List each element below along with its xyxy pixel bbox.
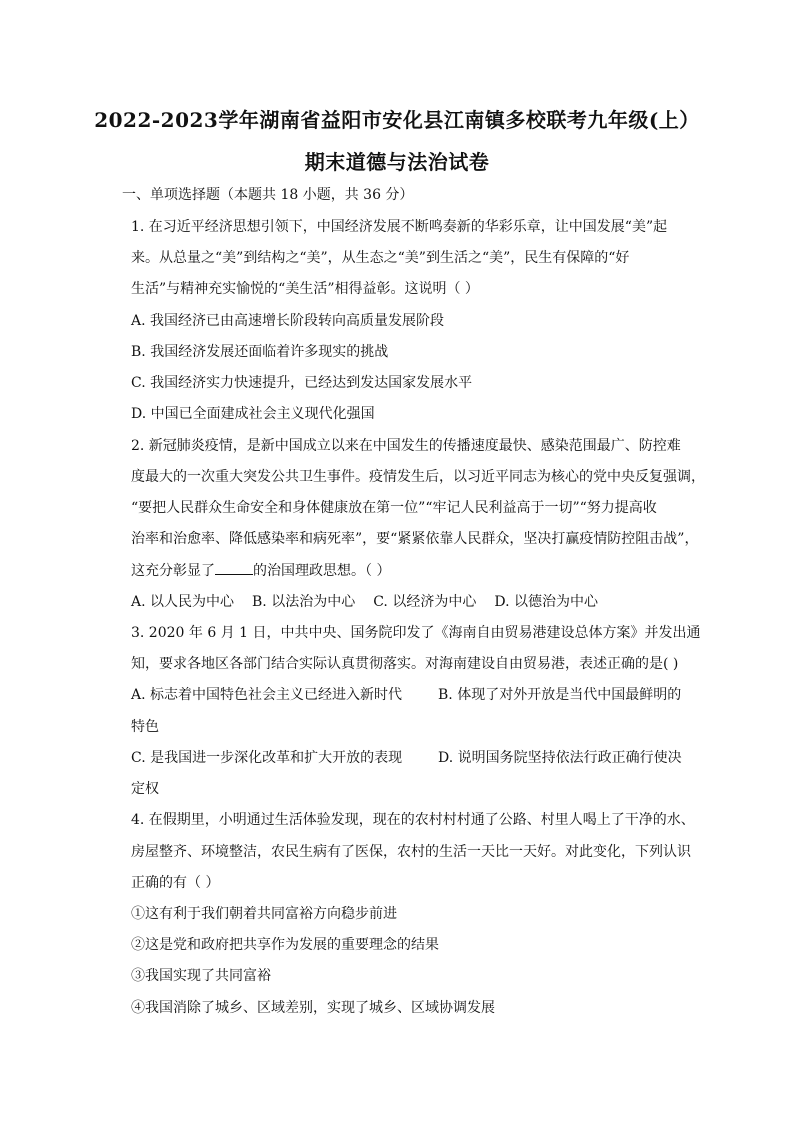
q2-stem-line1: 2. 新冠肺炎疫情，是新中国成立以来在中国发生的传播速度最快、感染范围最广、防控难 [131, 438, 681, 454]
q2-option-b: B. 以法治为中心 [252, 594, 356, 610]
q1-stem-line2: 来。从总量之“美”到结构之“美”，从生态之“美”到生活之“美”，民生有保障的“好 [131, 250, 630, 266]
q3-stem-line1: 3. 2020 年 6 月 1 日，中共中央、国务院印发了《海南自由贸易港建设总体方案》并发出通 [131, 625, 701, 641]
q1-stem-line3: 生活”与精神充实愉悦的“美生活”相得益彰。这说明（ ） [131, 281, 479, 297]
q3-option-d-continued: 定权 [131, 781, 159, 797]
q3-option-d: D. 说明国务院坚持依法行政正确行使决 [438, 750, 682, 766]
q2-stem-line4: 治率和治愈率、降低感染率和病死率”，要“紧紧依靠人民群众，坚决打赢疫情防控阻击战”， [131, 531, 699, 547]
q4-statement-4: ④我国消除了城乡、区域差别，实现了城乡、区域协调发展 [131, 1000, 495, 1016]
q2-stem-line5 [131, 562, 390, 580]
section-heading: 一、单项选择题（本题共 18 小题，共 36 分） [122, 187, 414, 203]
exam-title-line2: 期末道德与法治试卷 [304, 150, 490, 174]
q4-stem-line3: 正确的有（ ） [131, 875, 220, 891]
q3-stem-line2: 知，要求各地区各部门结合实际认真贯彻落实。对海南建设自由贸易港，表述正确的是( ) [131, 656, 679, 672]
q2-stem-line3: “要把人民群众生命安全和身体健康放在第一位”“牢记人民利益高于一切”“努力提高收 [131, 500, 657, 516]
q1-option-a: A. 我国经济已由高速增长阶段转向高质量发展阶段 [131, 313, 445, 329]
q3-option-b-continued: 特色 [131, 719, 159, 735]
q4-stem-line2: 房屋整齐、环境整洁，农民生病有了医保，农村的生活一天比一天好。对此变化，下列认识 [131, 844, 691, 860]
q1-option-c: C. 我国经济实力快速提升，已经达到发达国家发展水平 [131, 375, 473, 391]
q2-stem-line5-pre: 这充分彰显了 [131, 563, 215, 579]
q4-stem-line1: 4. 在假期里，小明通过生活体验发现，现在的农村村村通了公路、村里人喝上了干净的水、 [131, 812, 695, 828]
q3-option-b: B. 体现了对外开放是当代中国最鲜明的 [438, 687, 682, 703]
q1-option-b: B. 我国经济发展还面临着许多现实的挑战 [131, 344, 389, 360]
fill-in-blank [215, 562, 253, 575]
q2-stem-line5-post: 的治国理政思想。（ ） [253, 563, 391, 579]
q3-option-a: A. 标志着中国特色社会主义已经进入新时代 [131, 687, 403, 703]
q2-option-d: D. 以德治为中心 [494, 594, 598, 610]
q2-stem-line2: 度最大的一次重大突发公共卫生事件。疫情发生后，以习近平同志为核心的党中央反复强调， [131, 469, 705, 485]
q2-option-a: A. 以人民为中心 [131, 594, 235, 610]
q3-option-c: C. 是我国进一步深化改革和扩大开放的表现 [131, 750, 403, 766]
q4-statement-1: ①这有利于我们朝着共同富裕方向稳步前进 [131, 906, 397, 922]
q4-statement-3: ③我国实现了共同富裕 [131, 968, 271, 984]
q2-options-row [131, 593, 598, 611]
q2-option-c: C. 以经济为中心 [373, 594, 477, 610]
q1-option-d: D. 中国已全面建成社会主义现代化强国 [131, 406, 375, 422]
q1-stem-line1: 1. 在习近平经济思想引领下，中国经济发展不断鸣奏新的华彩乐章，让中国发展“美”起 [131, 219, 668, 235]
exam-title-line1: 2022-2023学年湖南省益阳市安化县江南镇多校联考九年级(上） [94, 108, 700, 132]
q4-statement-2: ②这是党和政府把共享作为发展的重要理念的结果 [131, 937, 439, 953]
